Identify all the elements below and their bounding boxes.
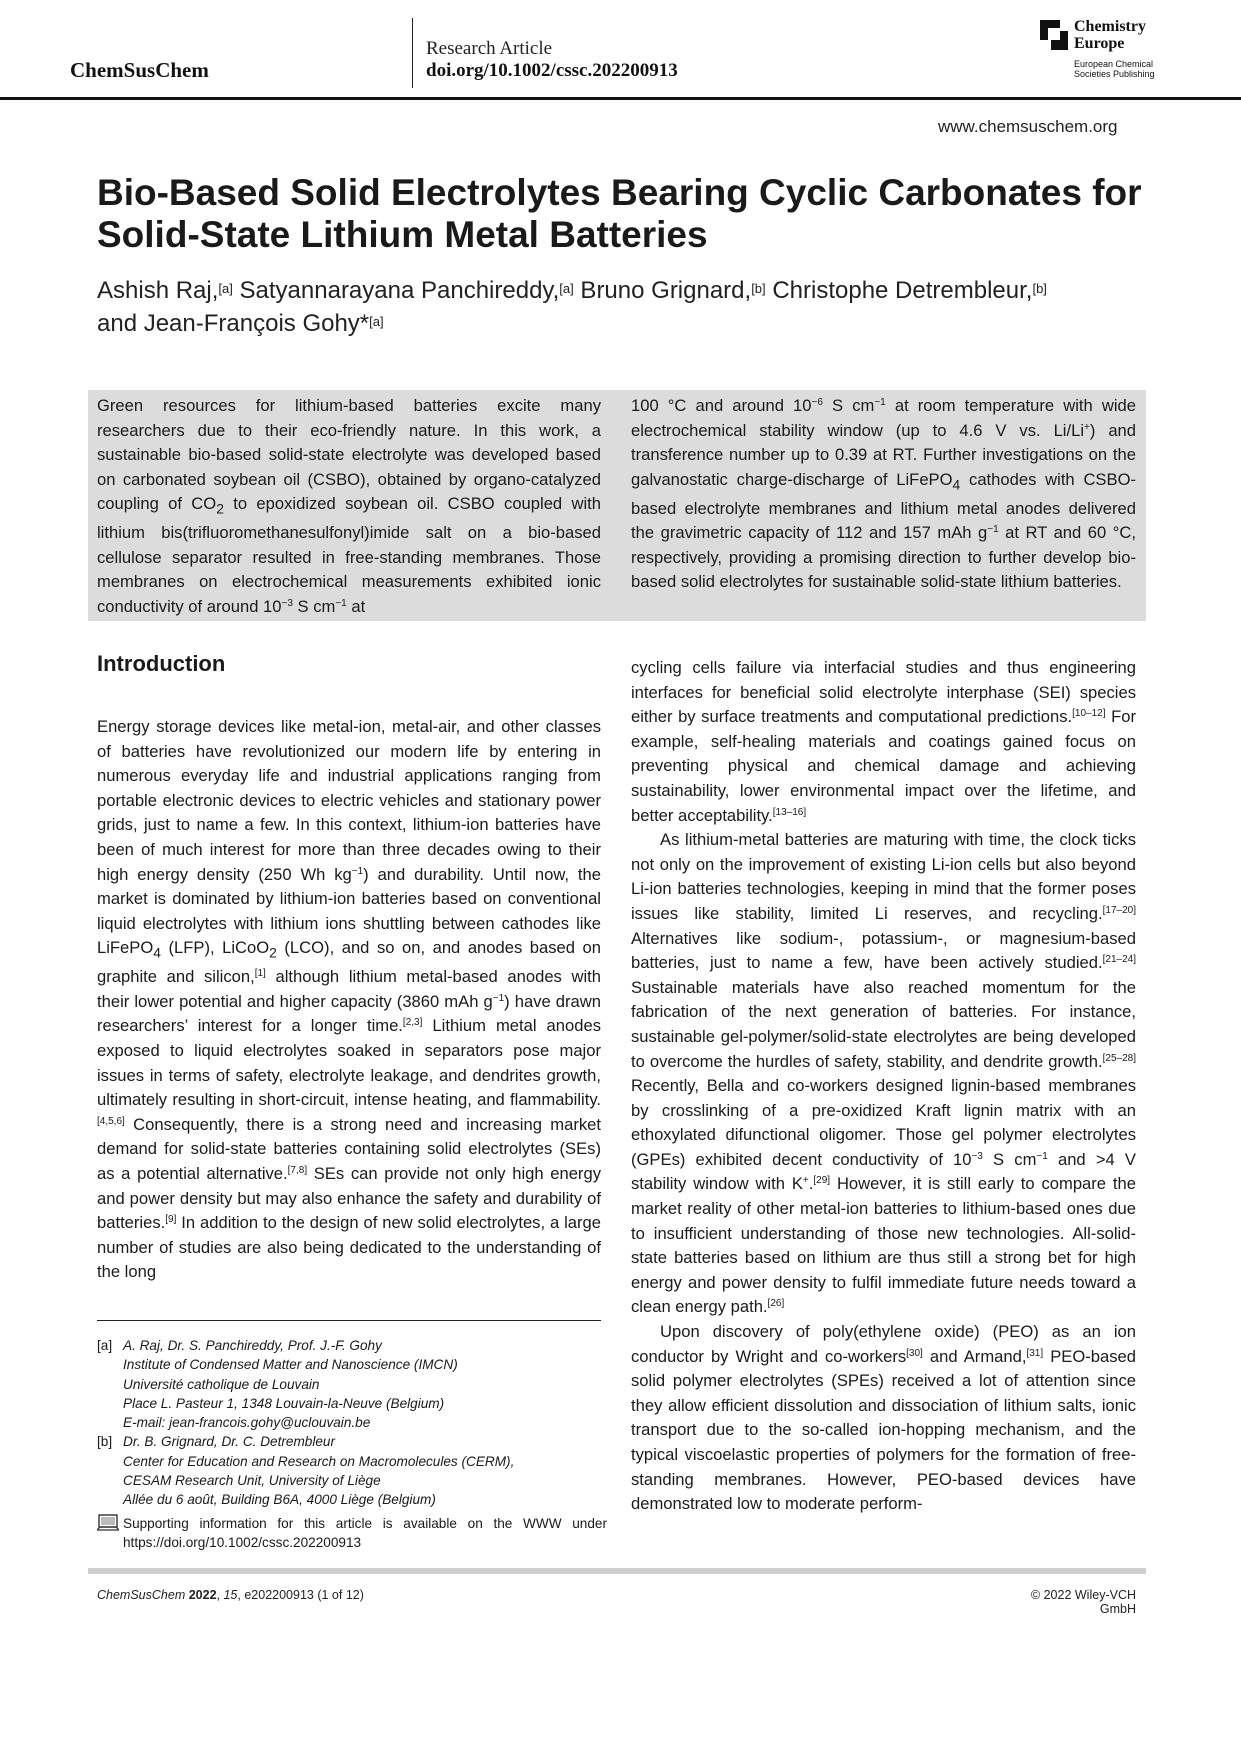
footer-copyright: © 2022 Wiley-VCH GmbH	[1030, 1588, 1136, 1616]
citation[interactable]: [1]	[254, 968, 266, 980]
citation[interactable]: [30]	[906, 1347, 923, 1359]
paragraph: Energy storage devices like metal-ion, metal-air, and other classes of batteries have revolutionized our modern life by entering in numerous everyday life and industrial applications ranging from portable electronic devices to electric vehicles and stationary power grids, just to name a few. In this context, lithium-ion batteries have been of much interest for more than three decades owing to their high energy density (250 Wh $kg^{-1}$) and durability. Until now, the market is dominated by lithium-ion batteries based on conventional liquid electrolytes with lithium ions shuttling between cathodes like LiFePO$_4$ (LFP), LiCoO$_2$ (LCO), and so on, and anodes based on graphite and silicon,[1] although lithium metal-based anodes with their lower potential and higher capacity (3860 mAh $g^{-1}$) have drawn researchers’ interest for a longer time.[2,3] Lithium metal anodes exposed to liquid electrolytes soaked in separators pose major issues in terms of safety, electrolyte leakage, and dendrites growth, ultimately resulting in short-circuit, intense heating, and flammability.[4,5,6] Consequently, there is a strong need and increasing market demand for solid-state batteries containing solid electrolytes (SEs) as a potential alternative.[7,8] SEs can provide not only high energy and power density but may also enhance the safety and durability of batteries.[9] In addition to the design of new solid electrolytes, a large number of studies are also being dedicated to the understanding of the long	[97, 717, 602, 1282]
author-name: Ashish Raj,	[97, 277, 219, 304]
logo-text-chemistry: Chemistry	[1074, 18, 1146, 35]
footer-citation: ChemSusChem 2022, 15, e202200913 (1 of 12)	[97, 1588, 364, 1602]
supporting-information-link[interactable]: Supporting information for this article is available on the WWW under https://doi.org/10.1002/cssc.202200913	[123, 1515, 607, 1550]
affiliation-mark: [a]	[218, 281, 233, 296]
citation[interactable]: [25–28]	[1102, 1052, 1136, 1064]
chemistry-europe-logo-icon	[1040, 20, 1068, 50]
header-rule	[0, 97, 1241, 100]
paragraph: Upon discovery of poly(ethylene oxide) (PEO) as an ion conductor by Wright and co-workers[30] and Armand,[31] PEO-based solid polymer electrolytes (SPEs) received a lot of attention since they allow efficient dissolution and dissociation of lithium salts, ionic transport due to the so-called ion-hopping mechanism, and the typical viscoelastic properties of polymers for the formation of free-standing membranes. However, PEO-based devices have demonstrated low to moderate perform-	[631, 1322, 1136, 1514]
affiliation-line: Institute of Condensed Matter and Nanoscience (IMCN)	[123, 1357, 458, 1373]
author-name: Satyannarayana Panchireddy,	[232, 277, 560, 304]
author-name: Christophe Detrembleur,	[765, 277, 1033, 304]
article-type: Research Article	[426, 38, 553, 59]
affiliation-mark: [b]	[1032, 281, 1047, 296]
author-name: Bruno Grignard,	[573, 277, 752, 304]
publisher-logo	[1040, 18, 1180, 84]
computer-icon	[97, 1514, 123, 1553]
citation[interactable]: [21–24]	[1102, 954, 1136, 966]
journal-website-link[interactable]: www.chemsuschem.org	[938, 117, 1118, 136]
section-heading-introduction: Introduction	[97, 651, 226, 676]
email-link[interactable]: E-mail: jean-francois.gohy@uclouvain.be	[123, 1415, 371, 1431]
doi-link[interactable]: doi.org/10.1002/cssc.202200913	[426, 60, 678, 81]
citation[interactable]: [17–20]	[1102, 904, 1136, 916]
article-title: Bio-Based Solid Electrolytes Bearing Cyclic Carbonates for Solid-State Lithium Metal Batteries	[97, 172, 1142, 255]
abstract-left-column: Green resources for lithium-based batteries excite many researchers due to their eco-friendly nature. In this work, a sustainable bio-based solid-state electrolyte was developed based on carbonated soybean oil (CSBO), obtained by organo-catalyzed coupling of $CO_2$ to epoxidized soybean oil. CSBO coupled with lithium bis(trifluoromethanesulfonyl)imide salt on a bio-based cellulose separator resulted in free-standing membranes. Those membranes on electrochemical measurements exhibited ionic conductivity of around $10^{-3}$ S $cm^{-1}$ at	[97, 396, 601, 617]
footer-article-number: , e202200913 (1 of 12)	[237, 1588, 364, 1602]
affiliation-line: Center for Education and Research on Macromolecules (CERM),	[123, 1453, 515, 1469]
affiliation-footnotes	[97, 1336, 607, 1552]
affiliation-line: Allée du 6 août, Building B6A, 4000 Liège (Belgium)	[123, 1492, 436, 1508]
paragraph: cycling cells failure via interfacial studies and thus engineering interfaces for beneficial solid electrolyte interphase (SEI) species either by surface treatments and computational predictions.[10–12] For example, self-healing materials and coatings gained focus on preventing physical and chemical damage and achieving sustainability, lower environmental impact over the lifetime, and better acceptability.[13–16]	[631, 658, 1136, 825]
body-right-column	[631, 656, 1136, 1517]
affiliation-mark: [b]	[751, 281, 766, 296]
affiliation-line: Université catholique de Louvain	[123, 1376, 320, 1392]
affiliation-a	[97, 1336, 607, 1432]
supporting-information-note	[97, 1514, 607, 1553]
affiliation-b	[97, 1432, 607, 1509]
citation[interactable]: [2,3]	[402, 1017, 423, 1029]
citation[interactable]: [7,8]	[287, 1165, 308, 1176]
paragraph: As lithium-metal batteries are maturing with time, the clock ticks not only on the improvement of existing Li-ion cells but also beyond Li-ion batteries technologies, keeping in mind that the former poses issues like stability, limited Li reserves, and recycling.[17–20] Alternatives like sodium-, potassium-, or magnesium-based batteries, just to name a few, have been actively studied.[21–24] Sustainable materials have also reached momentum for the fabrication of the next generation of batteries. For instance, sustainable gel-polymer/solid-state electrolytes are being developed to overcome the hurdles of safety, stability, and dendrite growth.[25–28] Recently, Bella and co-workers designed lignin-based membranes by crosslinking of a pre-oxidized Kraft lignin matrix with an ethoxylated difunctional oligomer. Those gel polymer electrolytes (GPEs) exhibited decent conductivity of $10^{-3}$ S $cm^{-1}$ and >4 V stability window with K+.[29] However, it is still early to compare the market reality of other metal-ion batteries to lithium-based ones due to insufficient understanding of those new technologies. All-solid-state batteries based on lithium are thus still a strong bet for high energy and power density to fulfil immediate future needs toward a clean energy path.[26]	[631, 830, 1136, 1317]
logo-subtext-2: Societies Publishing	[1074, 69, 1155, 79]
citation[interactable]: [26]	[767, 1298, 785, 1310]
affiliation-label: [a]	[97, 1338, 113, 1353]
author-name: and Jean-François Gohy*	[97, 310, 370, 337]
body-left-column	[97, 715, 601, 1285]
logo-text-europe: Europe	[1074, 35, 1125, 52]
citation[interactable]: [29]	[813, 1175, 831, 1187]
citation[interactable]: [10–12]	[1072, 708, 1106, 720]
citation[interactable]: [4,5,6]	[97, 1115, 125, 1127]
affiliation-label: [b]	[97, 1434, 113, 1450]
footnote-divider	[97, 1320, 601, 1321]
author-list	[97, 274, 1157, 340]
citation[interactable]: [9]	[165, 1214, 177, 1226]
citation[interactable]: [13–16]	[772, 806, 807, 818]
affiliation-line: CESAM Research Unit, University of Liège	[123, 1473, 381, 1489]
affiliation-mark: [a]	[369, 314, 384, 329]
header-divider	[412, 18, 413, 88]
affiliation-authors: Dr. B. Grignard, Dr. C. Detrembleur	[123, 1434, 336, 1450]
affiliation-authors: A. Raj, Dr. S. Panchireddy, Prof. J.-F. Gohy	[123, 1338, 382, 1353]
journal-name: ChemSusChem	[70, 58, 209, 82]
footer-volume: 15	[223, 1588, 238, 1602]
footer-year: 2022	[188, 1588, 217, 1602]
affiliation-mark: [a]	[559, 281, 574, 296]
footer-journal: ChemSusChem	[97, 1588, 186, 1602]
abstract-right-column: 100 °C and around $10^{-6}$ S $cm^{-1}$ at room temperature with wide electrochemical stability window (up to 4.6 V vs. Li/Li+) and transference number up to 0.39 at RT. Further investigations on the galvanostatic charge-discharge of LiFePO$_4$ cathodes with CSBO-based electrolyte membranes and lithium metal anodes delivered the gravimetric capacity of 112 and 157 mAh $g^{-1}$ at RT and 60 °C, respectively, providing a promising direction to further develop bio-based solid electrolytes for sustainable solid-state lithium batteries.	[631, 396, 1137, 592]
citation[interactable]: [31]	[1026, 1347, 1044, 1359]
affiliation-line: Place L. Pasteur 1, 1348 Louvain-la-Neuve (Belgium)	[123, 1395, 445, 1411]
footer-bar	[88, 1568, 1146, 1574]
logo-subtext-1: European Chemical	[1074, 59, 1154, 69]
